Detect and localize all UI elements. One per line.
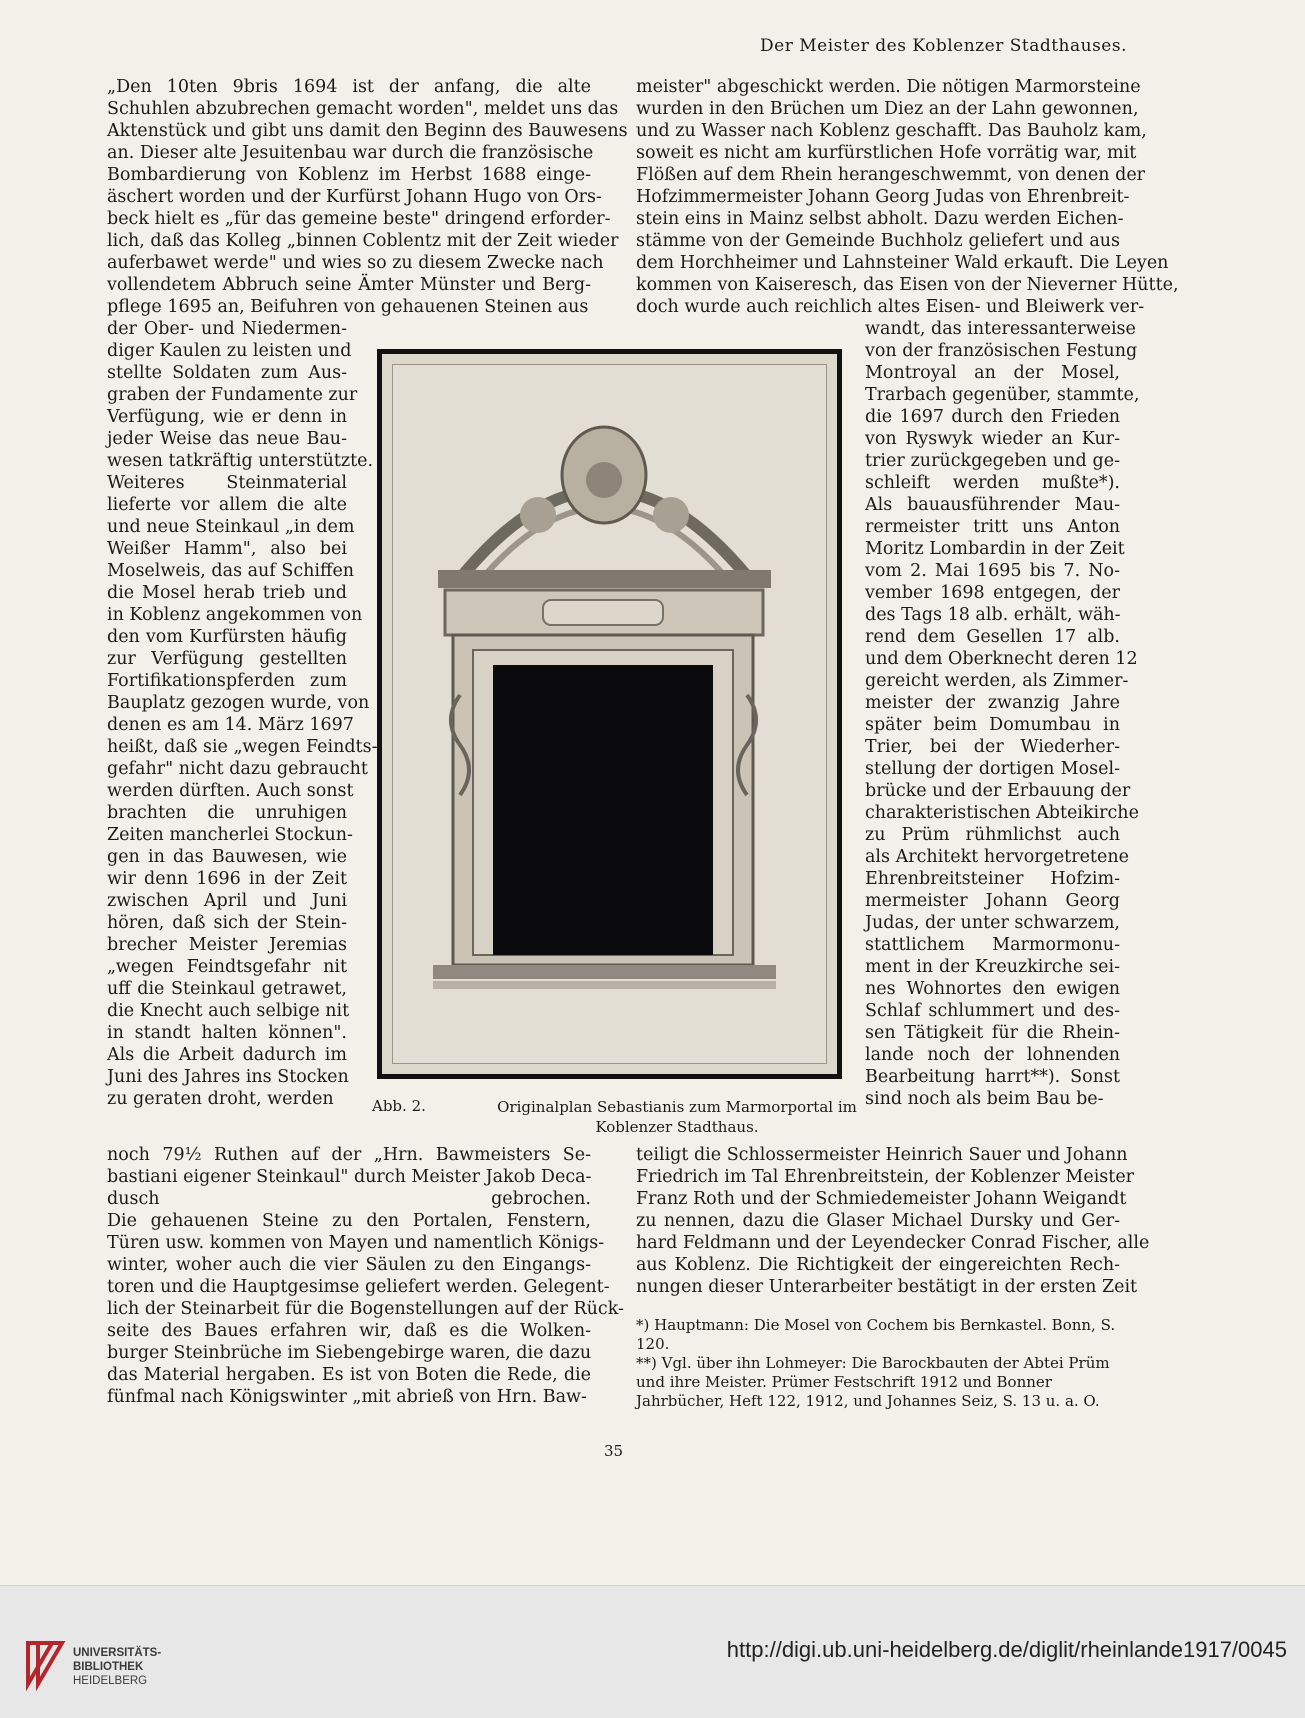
text-line: und neue Steinkaul „in dem <box>107 517 355 537</box>
text-line: jeder Weise das neue Bau- <box>107 429 347 449</box>
text-line: Friedrich im Tal Ehrenbreitstein, der Koblenzer Meister <box>636 1167 1135 1187</box>
portal-illustration <box>393 365 816 1053</box>
text-line: Schlaf schlummert und des- <box>865 1001 1120 1021</box>
text-line: Hofzimmermeister Johann Georg Judas von Ehrenbreit- <box>636 187 1130 207</box>
text-line: lich der Steinarbeit für die Bogenstellungen auf der Rück- <box>107 1299 624 1319</box>
text-line: „wegen Feindtsgefahr nit <box>107 957 347 977</box>
text-line: den vom Kurfürsten häufig <box>107 627 347 647</box>
text-line: stellte Soldaten zum Aus- <box>107 363 347 383</box>
text-line: und zu Wasser nach Koblenz geschafft. Das Bauholz kam, <box>636 121 1147 141</box>
text-line: Weißer Hamm", also bei <box>107 539 347 559</box>
text-line: die Mosel herab trieb und <box>107 583 347 603</box>
page-number: 35 <box>604 1442 624 1460</box>
text-line: gefahr" nicht dazu gebraucht <box>107 759 368 779</box>
text-line: der Ober- und Niedermen- <box>107 319 347 339</box>
text-line: soweit es nicht am kurfürstlichen Hofe vorrätig war, mit <box>636 143 1137 163</box>
text-line: die Knecht auch selbige nit <box>107 1001 350 1021</box>
text-line: charakteristischen Abteikirche <box>865 803 1139 823</box>
text-line: wesen tatkräftig unterstützte. <box>107 451 374 471</box>
text-line: Flößen auf dem Rhein herangeschwemmt, von denen der <box>636 165 1146 185</box>
left-column-narrow <box>107 318 378 1110</box>
text-line: rermeister tritt uns Anton <box>865 517 1120 537</box>
text-line: die 1697 durch den Frieden <box>865 407 1120 427</box>
figure-caption: Originalplan Sebastianis zum Marmorportal im Koblenzer Stadthaus. <box>497 1098 857 1136</box>
text-line: pflege 1695 an, Beifuhren von gehauenen Steinen aus <box>107 297 589 317</box>
text-line: schleift werden mußte*). <box>865 473 1120 493</box>
text-line: stattlichem Marmormonu- <box>865 935 1120 955</box>
footnote-1: *) Hauptmann: Die Mosel von Cochem bis Bernkastel. Bonn, S. 120. <box>636 1316 1116 1353</box>
text-line: meister" abgeschickt werden. Die nötigen Marmorsteine <box>636 77 1141 97</box>
text-line: Judas, der unter schwarzem, <box>865 913 1120 933</box>
text-line: werden dürften. Auch sonst <box>107 781 354 801</box>
text-line: des Tags 18 alb. erhält, wäh- <box>865 605 1121 625</box>
text-line: Aktenstück und gibt uns damit den Beginn des Bauwesens <box>107 121 628 141</box>
text-line: in Koblenz angekommen von <box>107 605 363 625</box>
text-line: lieferte vor allem die alte <box>107 495 347 515</box>
text-line: trier zurückgegeben und ge- <box>865 451 1120 471</box>
text-line: Franz Roth und der Schmiedemeister Johann Weigandt <box>636 1189 1127 1209</box>
text-line: winter, woher auch die vier Säulen zu den Eingangs- <box>107 1255 591 1275</box>
left-column-bottom <box>107 1144 624 1408</box>
text-line: rend dem Gesellen 17 alb. <box>865 627 1120 647</box>
text-line: toren und die Hauptgesimse geliefert werden. Gelegent- <box>107 1277 610 1297</box>
source-url[interactable]: http://digi.ub.uni-heidelberg.de/diglit/rheinlande1917/0045 <box>726 1637 1287 1662</box>
text-line: stellung der dortigen Mosel- <box>865 759 1120 779</box>
text-line: aus Koblenz. Die Richtigkeit der eingereichten Rech- <box>636 1255 1120 1275</box>
text-line: nungen dieser Unterarbeiter bestätigt in der ersten Zeit <box>636 1277 1138 1297</box>
text-line: Ehrenbreitsteiner Hofzim- <box>865 869 1120 889</box>
text-line: Zeiten mancherlei Stockun- <box>107 825 353 845</box>
text-line: wandt, das interessanterweise <box>865 319 1136 339</box>
text-line: lande noch der lohnenden <box>865 1045 1120 1065</box>
text-line: hören, daß sich der Stein- <box>107 913 347 933</box>
text-line: Schuhlen abzubrechen gemacht worden", meldet uns das <box>107 99 619 119</box>
text-line: burger Steinbrüche im Siebengebirge waren, die dazu <box>107 1343 592 1363</box>
text-line: diger Kaulen zu leisten und <box>107 341 352 361</box>
text-line: an. Dieser alte Jesuitenbau war durch die französische <box>107 143 594 163</box>
text-line: und dem Oberknecht deren 12 <box>865 649 1138 669</box>
text-line: auferbawet werde" und wies so zu diesem Zwecke nach <box>107 253 604 273</box>
text-line: bastiani eigener Steinkaul" durch Meister Jakob Deca- <box>107 1167 592 1187</box>
text-line: wurden in den Brüchen um Diez an der Lahn gewonnen, <box>636 99 1139 119</box>
text-line: doch wurde auch reichlich altes Eisen- und Bleiwerk ver- <box>636 297 1145 317</box>
text-line: stämme von der Gemeinde Buchholz geliefert und aus <box>636 231 1120 251</box>
logo-line-2: BIBLIOTHEK <box>73 1661 144 1673</box>
running-head: Der Meister des Koblenzer Stadthauses. <box>760 36 1127 56</box>
text-line: brachten die unruhigen <box>107 803 347 823</box>
text-line: zur Verfügung gestellten <box>107 649 347 669</box>
text-line: von der französischen Festung <box>865 341 1138 361</box>
text-line: lich, daß das Kolleg „binnen Coblentz mit der Zeit wieder <box>107 231 619 251</box>
text-line: Bombardierung von Koblenz im Herbst 1688 einge- <box>107 165 591 185</box>
text-line: Fortifikationspferden zum <box>107 671 347 691</box>
right-column-bottom <box>636 1144 1150 1298</box>
figure-portal-plan <box>377 349 842 1079</box>
text-line: vollendetem Abbruch seine Ämter Münster und Berg- <box>107 275 591 295</box>
text-line: später beim Domumbau in <box>865 715 1120 735</box>
text-line: vom 2. Mai 1695 bis 7. No- <box>865 561 1120 581</box>
text-line: meister der zwanzig Jahre <box>865 693 1120 713</box>
portal-drawing <box>392 364 827 1064</box>
text-line: Moselweis, das auf Schiffen <box>107 561 355 581</box>
text-line: zu nennen, dazu die Glaser Michael Dursky und Ger- <box>636 1211 1120 1231</box>
text-line: dem Horchheimer und Lahnsteiner Wald erkauft. Die Leyen <box>636 253 1169 273</box>
logo-line-1: UNIVERSITÄTS- <box>73 1647 162 1659</box>
text-line: in standt halten können". <box>107 1023 347 1043</box>
text-line: Bearbeitung harrt**). Sonst <box>865 1067 1120 1087</box>
text-line: uff die Steinkaul getrawet, <box>107 979 347 999</box>
text-line: „Den 10ten 9bris 1694 ist der anfang, die alte <box>107 77 591 97</box>
text-line: hard Feldmann und der Leyendecker Conrad Fischer, alle <box>636 1233 1150 1253</box>
text-line: brücke und der Erbauung der <box>865 781 1131 801</box>
logo-line-3: HEIDELBERG <box>73 1675 148 1687</box>
footnotes <box>636 1316 1120 1411</box>
text-line: Verfügung, wie er denn in <box>107 407 347 427</box>
text-line: teiligt die Schlossermeister Heinrich Sauer und Johann <box>636 1145 1128 1165</box>
text-line: denen es am 14. März 1697 <box>107 715 354 735</box>
text-line: Trarbach gegenüber, stammte, <box>865 385 1140 405</box>
text-line: zu Prüm rühmlichst auch <box>865 825 1120 845</box>
text-line: sen Tätigkeit für die Rhein- <box>865 1023 1120 1043</box>
text-line: Die gehauenen Steine zu den Portalen, Fenstern, <box>107 1211 591 1231</box>
text-line: dusch gebrochen. <box>107 1189 591 1209</box>
text-line: noch 79½ Ruthen auf der „Hrn. Bawmeisters Se- <box>107 1145 591 1165</box>
text-line: vember 1698 entgegen, der <box>865 583 1120 603</box>
text-line: äschert worden und der Kurfürst Johann Hugo von Ors- <box>107 187 602 207</box>
text-line: Weiteres Steinmaterial <box>107 473 347 493</box>
text-line: Bauplatz gezogen wurde, von <box>107 693 370 713</box>
text-line: graben der Fundamente zur <box>107 385 358 405</box>
text-line: Trier, bei der Wiederher- <box>865 737 1120 757</box>
text-line: zu geraten droht, werden <box>107 1089 334 1109</box>
text-line: nes Wohnortes den ewigen <box>865 979 1120 999</box>
right-column-top <box>636 76 1179 318</box>
text-line: kommen von Kaiseresch, das Eisen von der Nieverner Hütte, <box>636 275 1179 295</box>
text-line: sind noch als beim Bau be- <box>865 1089 1104 1109</box>
text-line: von Ryswyk wieder an Kur- <box>865 429 1120 449</box>
university-library-logo-icon[interactable] <box>18 1638 66 1690</box>
text-line: mermeister Johann Georg <box>865 891 1120 911</box>
text-line: fünfmal nach Königswinter „mit abrieß von Hrn. Baw- <box>107 1387 587 1407</box>
text-line: brecher Meister Jeremias <box>107 935 347 955</box>
text-line: Moritz Lombardin in der Zeit <box>865 539 1125 559</box>
text-line: Türen usw. kommen von Mayen und namentlich Königs- <box>107 1233 605 1253</box>
text-line: Als bauausführender Mau- <box>865 495 1120 515</box>
text-line: das Material hergaben. Es ist von Boten die Rede, die <box>107 1365 591 1385</box>
left-column-top <box>107 76 628 318</box>
text-line: beck hielt es „für das gemeine beste" dringend erforder- <box>107 209 611 229</box>
text-line: heißt, daß sie „wegen Feindts- <box>107 737 378 757</box>
right-column-narrow <box>865 318 1140 1110</box>
text-line: als Architekt hervorgetretene <box>865 847 1129 867</box>
text-line: Als die Arbeit dadurch im <box>107 1045 347 1065</box>
text-line: ment in der Kreuzkirche sei- <box>865 957 1120 977</box>
text-line: seite des Baues erfahren wir, daß es die Wolken- <box>107 1321 591 1341</box>
text-line: stein eins in Mainz selbst abholt. Dazu werden Eichen- <box>636 209 1124 229</box>
text-line: zwischen April und Juni <box>107 891 347 911</box>
text-line: Montroyal an der Mosel, <box>865 363 1120 383</box>
figure-number: Abb. 2. <box>372 1097 426 1115</box>
text-line: Juni des Jahres ins Stocken <box>107 1067 349 1087</box>
text-line: gereicht werden, als Zimmer- <box>865 671 1129 691</box>
text-line: gen in das Bauwesen, wie <box>107 847 347 867</box>
footnote-2: **) Vgl. über ihn Lohmeyer: Die Barockbauten der Abtei Prüm und ihre Meister. Prümer Festschrift 1912 und Bonner Jahrbücher, Heft 122, 1912, und Johannes Seiz, S. 13 u. a. O. <box>636 1354 1110 1410</box>
text-line: wir denn 1696 in der Zeit <box>107 869 347 889</box>
university-library-name[interactable] <box>73 1646 161 1688</box>
